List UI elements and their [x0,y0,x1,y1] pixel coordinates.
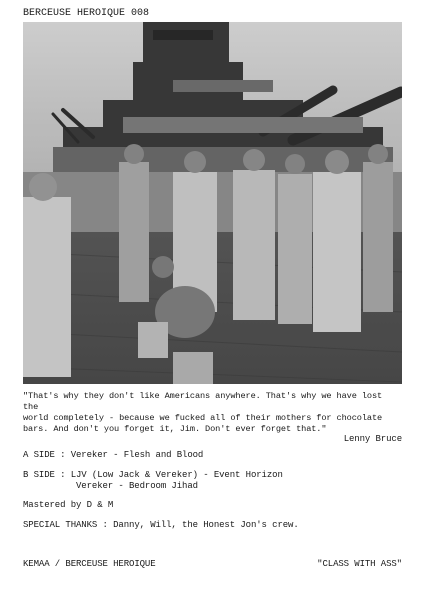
battleship-deck-photo [23,22,402,384]
mastering-credit: Mastered by D & M [23,500,114,510]
label-name: KEMAA / BERCEUSE HEROIQUE [23,559,156,569]
b-side-tracklist: B SIDE : LJV (Low Jack & Vereker) - Event Horizon [23,470,283,480]
photo-illustration [23,22,402,384]
catalog-title: BERCEUSE HEROIQUE 008 [23,8,150,19]
quote-line: "That's why they don't like Americans anywhere. That's why we have lost the [23,391,383,412]
a-side-tracklist: A SIDE : Vereker - Flesh and Blood [23,450,204,460]
special-thanks: SPECIAL THANKS : Danny, Will, the Honest Jon's crew. [23,520,299,530]
quote-line: bars. And don't you forget it, Jim. Don't ever forget that." [23,424,327,434]
b-side-track-2: Vereker - Bedroom Jihad [76,481,198,491]
slogan: "CLASS WITH ASS" [317,559,402,569]
quote-attribution: Lenny Bruce [343,434,402,444]
quote-text [23,391,402,435]
quote-line: world completely - because we fucked all of their mothers for chocolate [23,413,383,423]
